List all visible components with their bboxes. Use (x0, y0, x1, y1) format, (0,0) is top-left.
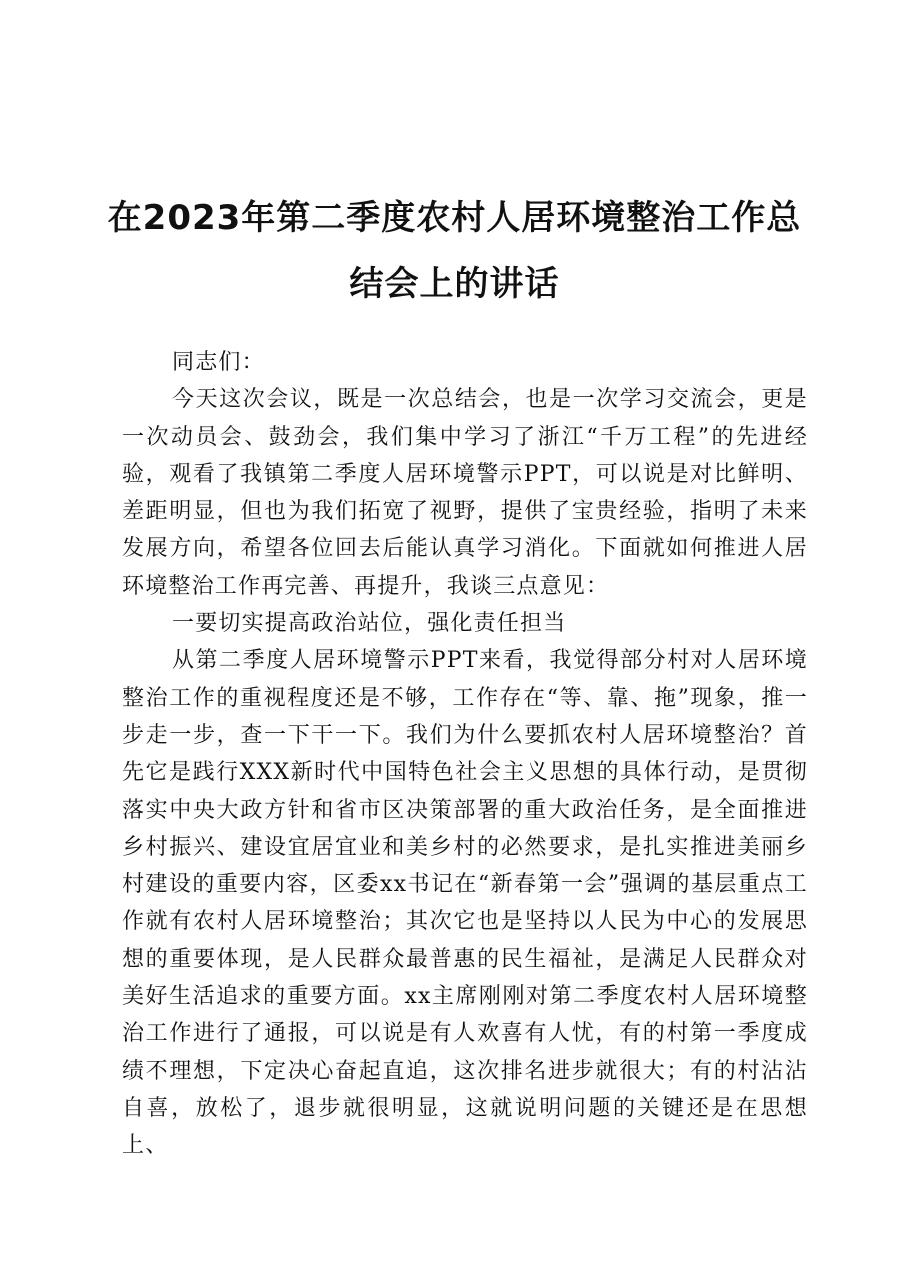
document-body (122, 344, 808, 1165)
document-title-line-2: 结会上的讲话 (349, 264, 560, 304)
paragraph-section-1: 从第二季度人居环境警示PPT来看，我觉得部分村对人居环境整治工作的重视程度还是不够，工作存在“等、靠、拖”现象，推一步走一步，查一下干一下。我们为什么要抓农村人居环境整治？首先它是践行XXX新时代中国特色社会主义思想的具体行动，是贯彻落实中央大政方针和省市区决策部署的重大政治任务，是全面推进乡村振兴、建设宜居宜业和美乡村的必然要求，是扎实推进美丽乡村建设的重要内容，区委xx书记在“新春第一会”强调的基层重点工作就有农村人居环境整治；其次它也是坚持以人民为中心的发展思想的重要体现，是人民群众最普惠的民生福祉，是满足人民群众对美好生活追求的重要方面。xx主席刚刚对第二季度农村人居环境整治工作进行了通报，可以说是有人欢喜有人忧，有的村第一季度成绩不理想，下定决心奋起直追，这次排名进步就很大；有的村沾沾自喜，放松了，退步就很明显，这就说明问题的关键还是在思想上、 (122, 648, 808, 1159)
document-title-line-1: 在2023年第二季度农村人居环境整治工作总 (107, 198, 802, 238)
paragraph-intro: 今天这次会议，既是一次总结会，也是一次学习交流会，更是一次动员会、鼓劲会，我们集中学习了浙江“千万工程”的先进经验，观看了我镇第二季度人居环境警示PPT，可以说是对比鲜明、差距明显，但也为我们拓宽了视野，提供了宝贵经验，指明了未来发展方向，希望各位回去后能认真学习消化。下面就如何推进人居环境整治工作再完善、再提升，我谈三点意见： (122, 387, 808, 599)
section-heading-1: 一要切实提高政治站位，强化责任担当 (172, 611, 567, 637)
salutation: 同志们： (172, 350, 265, 375)
